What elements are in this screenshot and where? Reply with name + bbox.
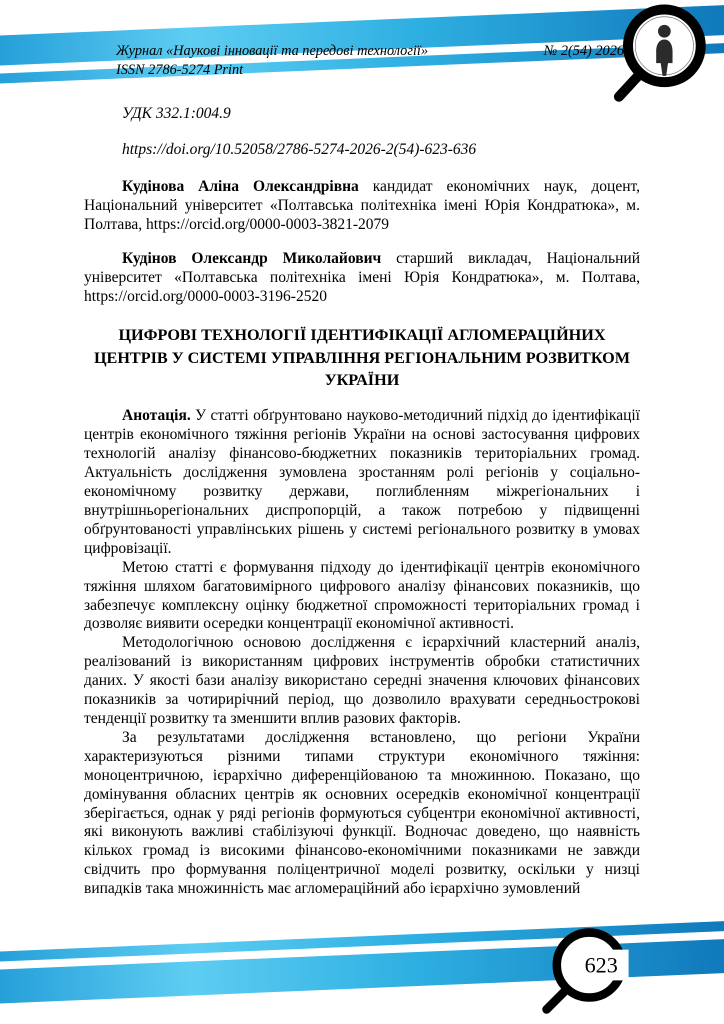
- abstract-label: Анотація.: [122, 407, 191, 425]
- abstract-p1-text: У статті обґрунтовано науково-методичний підхід до ідентифікації центрів економічного тяжіння регіонів України на основі застосування цифрових технологій аналізу фінансово-бюджетних показників територіальних громад. Актуальність дослідження зумовлена зростанням ролі регіонів у соціально-економічному розвитку держави, поглибленням міжрегіональних і внутрішньорегіональних диспропорцій, а також потребою у підвищенні обґрунтованості управлінських рішень у системі регіонального розвитку в умовах цифровізації.: [84, 407, 640, 557]
- running-header: [116, 42, 634, 79]
- page-number-badge: [538, 924, 632, 1018]
- author-block-2: [84, 250, 640, 307]
- author-1-details: кандидат економічних наук, доцент, Національний університет «Полтавська політехніка імені Юрія Кондратюка», м. Полтава, https://orcid.org/0000-0003-3821-2079: [84, 177, 641, 233]
- journal-issn: ISSN 2786-5274 Print: [116, 61, 244, 78]
- abstract-paragraph-1: [84, 407, 640, 558]
- article-title: ЦИФРОВІ ТЕХНОЛОГІЇ ІДЕНТИФІКАЦІЇ АГЛОМЕРАЦІЙНИХ ЦЕНТРІВ У СИСТЕМІ УПРАВЛІННЯ РЕГІОНАЛЬНИМ РОЗВИТКОМ УКРАЇНИ: [93, 326, 631, 390]
- journal-issue: № 2(54) 2026: [543, 43, 624, 59]
- author-1-name: Кудінова Аліна Олександрівна: [122, 177, 359, 195]
- author-block-1: [84, 178, 640, 235]
- magnifier-icon: [538, 924, 632, 1018]
- page-number: 623: [584, 952, 618, 978]
- text-column: [84, 42, 640, 899]
- author-2-name: Кудінов Олександр Миколайович: [122, 249, 382, 267]
- author-2-details: старший викладач, Національний університет «Полтавська політехніка імені Юрія Кондратюка», м. Полтава, https://orcid.org/0000-0003-3196-2520: [84, 249, 640, 305]
- abstract-paragraph-3: Методологічною основою дослідження є ієрархічний кластерний аналіз, реалізований із використанням цифрових інструментів обробки статистичних даних. У якості бази аналізу використано середні значення ключових фінансових показників за чотирирічний період, що дозволило врахувати середньострокові тенденції розвитку та зменшити вплив разових факторів.: [84, 634, 640, 727]
- abstract-paragraph-4: За результатами дослідження встановлено, що регіони України характеризуються різними типами структури економічного тяжіння: моноцентричною, ієрархічно диференційованою та множинною. Показано, що домінування обласних центрів як основних осередків економічної концентрації зберігається, однак у ряді регіонів формуються субцентри економічної активності, які виконують важливі стабілізуючі функції. Водночас доведено, що наявність кількох громад із високими фінансово-економічними показниками не завжди свідчить про формування поліцентричної моделі розвитку, оскільки у низці випадків така множинність має агломераційний або ієрархічно зумовлений: [84, 728, 640, 898]
- udc-code: УДК 332.1:004.9: [122, 105, 231, 123]
- journal-name: Журнал «Наукові інновації та передові технології»: [116, 43, 429, 59]
- doi-link: https://doi.org/10.52058/2786-5274-2026-2(54)-623-636: [122, 141, 477, 159]
- journal-name-block: [116, 42, 428, 79]
- abstract-paragraph-2: Метою статті є формування підходу до ідентифікації центрів економічного тяжіння шляхом багатовимірного цифрового аналізу фінансових показників, що забезпечує комплексну оцінку бюджетної спроможності територіальних громад і дозволяє виявити осередки концентрації економічної активності.: [84, 558, 640, 633]
